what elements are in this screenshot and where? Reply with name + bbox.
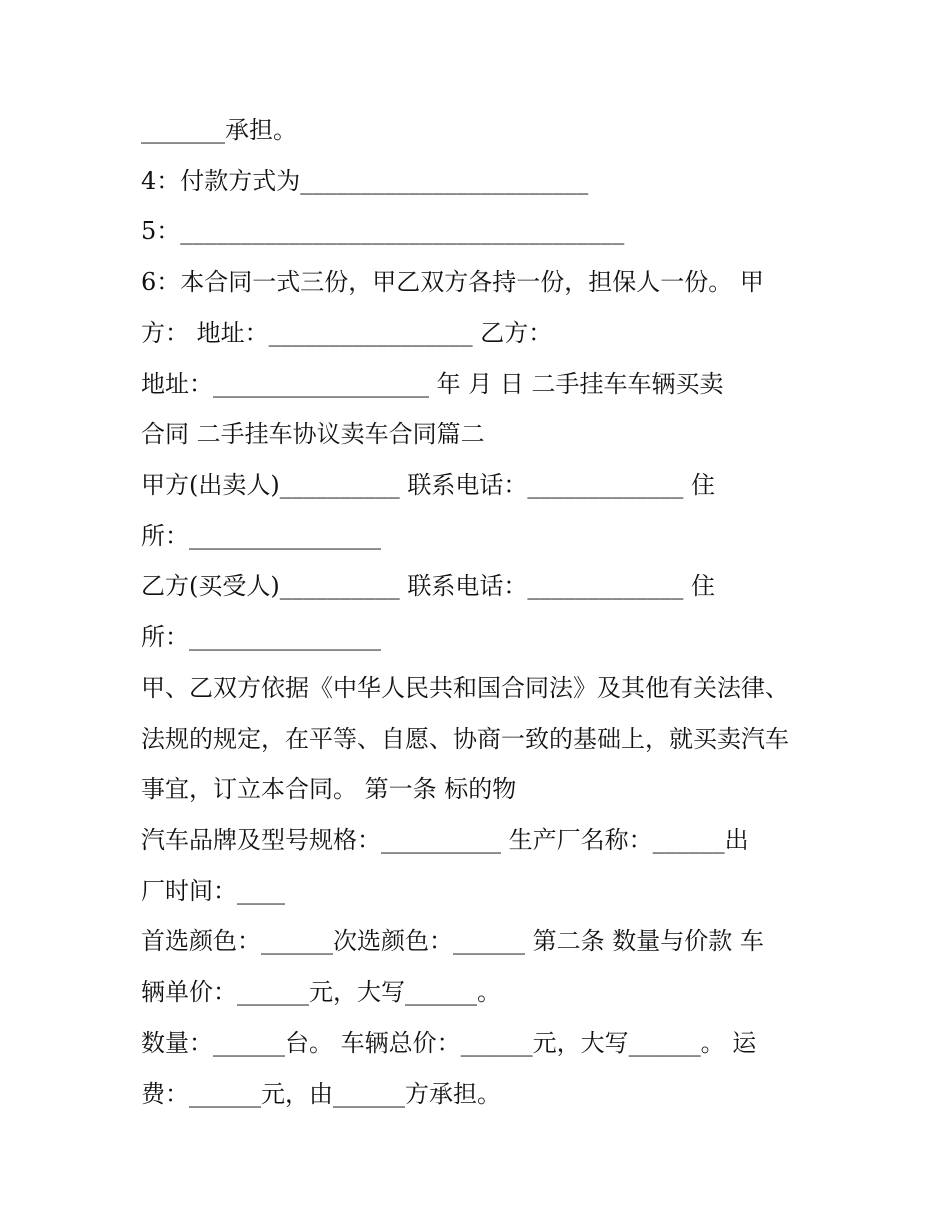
text-line-3: 5：_____________________________________ <box>141 217 625 245</box>
text-line-12: 甲、乙双方依据《中华人民共和国合同法》及其他有关法律、 <box>141 674 789 702</box>
text-line-7: 合同 二手挂车协议卖车合同篇二 <box>141 420 485 448</box>
text-line-20: 费：______元，由______方承担。 <box>141 1080 501 1108</box>
text-line-10: 乙方(买受人)__________ 联系电话：_____________ 住 <box>141 572 715 600</box>
text-line-5: 方： 地址：_________________ 乙方： <box>141 319 553 347</box>
text-line-1: _______承担。 <box>141 116 297 144</box>
text-line-18: 辆单价：______元，大写______。 <box>141 978 501 1006</box>
text-line-16: 厂时间：____ <box>141 877 285 905</box>
text-line-2: 4：付款方式为________________________ <box>141 167 589 195</box>
text-line-17: 首选颜色：______次选颜色：______ 第二条 数量与价款 车 <box>141 927 764 955</box>
text-line-6: 地址：__________________ 年 月 日 二手挂车车辆买卖 <box>141 370 724 398</box>
text-line-14: 事宜，订立本合同。 第一条 标的物 <box>141 775 517 803</box>
text-line-15: 汽车品牌及型号规格：__________ 生产厂名称：______出 <box>141 826 749 854</box>
text-line-11: 所：________________ <box>141 623 381 651</box>
text-line-19: 数量：______台。 车辆总价：______元，大写______。 运 <box>141 1029 757 1057</box>
text-line-8: 甲方(出卖人)__________ 联系电话：_____________ 住 <box>141 471 715 499</box>
text-line-13: 法规的规定，在平等、自愿、协商一致的基础上，就买卖汽车 <box>141 725 789 753</box>
text-line-9: 所：________________ <box>141 522 381 550</box>
text-line-4: 6：本合同一式三份，甲乙双方各持一份，担保人一份。 甲 <box>141 268 764 296</box>
